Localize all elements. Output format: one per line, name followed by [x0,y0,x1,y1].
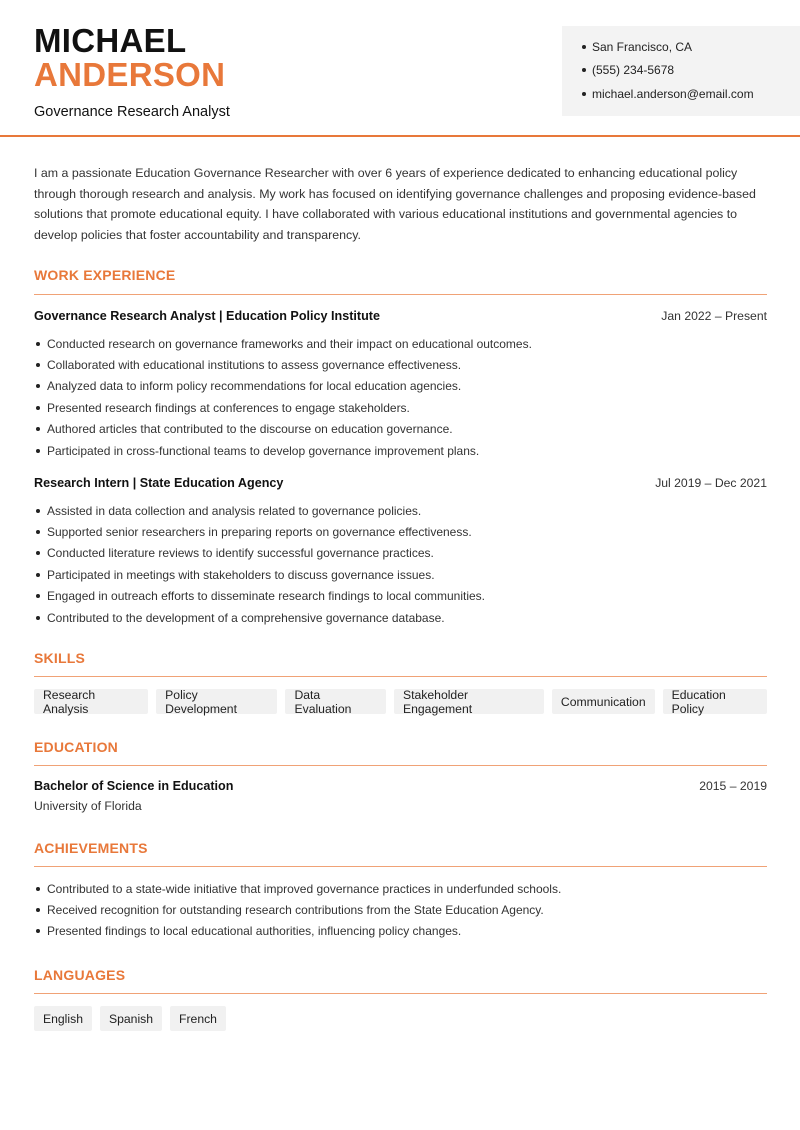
list-item [34,543,767,564]
job-title: Governance Research Analyst [34,104,230,120]
list-item [34,440,767,461]
list-item [34,397,767,418]
bullet-text: Presented research findings at conferences to engage stakeholders. [47,400,410,415]
bullet-text: Contributed to the development of a comprehensive governance database. [47,610,445,625]
job-date: Jan 2022 – Present [661,309,767,323]
section-title-skills: SKILLS [34,650,85,666]
section-divider [34,866,767,867]
section-divider [34,993,767,994]
job-bullets [34,500,767,628]
last-name: ANDERSON [34,56,226,93]
section-divider [34,294,767,295]
bullet-icon [36,929,40,933]
contact-phone [582,59,800,83]
school: University of Florida [34,799,142,813]
bullet-icon [36,427,40,431]
list-item [34,607,767,628]
list-item [34,333,767,354]
language-tag: Spanish [100,1006,162,1031]
resume-header [0,0,800,137]
language-tag: English [34,1006,92,1031]
bullet-icon [582,92,586,96]
bullet-text: Conducted research on governance frameworks and their impact on educational outcomes. [47,336,532,351]
bullet-text: Contributed to a state-wide initiative that improved governance practices in underfunded schools. [47,881,562,896]
bullet-icon [36,616,40,620]
bullet-icon [36,530,40,534]
skills-tags [34,689,767,714]
contact-box [562,26,800,116]
skill-tag: Stakeholder Engagement [394,689,544,714]
contact-email [582,82,800,106]
section-title-languages: LANGUAGES [34,967,126,983]
list-item [34,899,767,920]
bullet-text: Authored articles that contributed to the discourse on education governance. [47,422,453,437]
list-item [34,564,767,585]
bullet-icon [36,509,40,513]
skills-heading-block [34,650,767,666]
education-heading-block [34,739,767,755]
list-item [34,586,767,607]
bullet-icon [36,406,40,410]
job-title-company: Research Intern | State Education Agency [34,476,284,490]
list-item [34,354,767,375]
section-title-achievements: ACHIEVEMENTS [34,840,148,856]
name-block [34,24,230,120]
email-text: michael.anderson@email.com [592,86,754,101]
section-title-education: EDUCATION [34,739,118,755]
bullet-text: Engaged in outreach efforts to disseminate research findings to local communities. [47,589,486,604]
bullet-text: Assisted in data collection and analysis related to governance policies. [47,503,422,518]
bullet-text: Participated in cross-functional teams to develop governance improvement plans. [47,443,480,458]
bullet-icon [582,45,586,49]
job-entry [34,309,767,323]
achievements-heading-block [34,840,767,856]
summary-text: I am a passionate Education Governance Researcher with over 6 years of experience dedicated to enhancing educational policy through thorough research and analysis. My work has focused on identifying governance challenges and proposing evidence-based solutions that promote educational equity. I have collaborated with various educational institutions and governmental agencies to develop policies that foster accountability and transparency. [34,166,756,242]
job-title-company: Governance Research Analyst | Education Policy Institute [34,309,380,323]
bullet-text: Supported senior researchers in preparing reports on governance effectiveness. [47,525,472,540]
bullet-text: Presented findings to local educational authorities, influencing policy changes. [47,924,462,939]
language-tags [34,1006,767,1031]
first-name: MICHAEL [34,22,187,59]
job-entry [34,476,767,490]
job-bullets [34,333,767,461]
section-title-work: WORK EXPERIENCE [34,267,176,283]
list-item [34,521,767,542]
section-divider [34,676,767,677]
contact-location [582,35,800,59]
bullet-icon [36,594,40,598]
achievements-list [34,878,767,942]
bullet-text: Received recognition for outstanding research contributions from the State Education Agency. [47,903,544,918]
list-item [34,878,767,899]
bullet-icon [36,887,40,891]
skill-tag: Education Policy [663,689,767,714]
skill-tag: Communication [552,689,655,714]
bullet-icon [582,68,586,72]
bullet-icon [36,908,40,912]
job-date: Jul 2019 – Dec 2021 [655,476,767,490]
bullet-text: Collaborated with educational institutions to assess governance effectiveness. [47,358,462,373]
education-header [34,779,767,793]
job-header [34,476,767,490]
bullet-text: Analyzed data to inform policy recommendations for local education agencies. [47,379,462,394]
education-date: 2015 – 2019 [699,779,767,793]
skill-tag: Data Evaluation [285,689,386,714]
location-text: San Francisco, CA [592,39,693,54]
languages-heading-block [34,967,767,983]
language-tag: French [170,1006,226,1031]
section-divider [34,765,767,766]
list-item [34,419,767,440]
bullet-icon [36,449,40,453]
list-item [34,500,767,521]
bullet-icon [36,573,40,577]
list-item [34,921,767,942]
bullet-text: Participated in meetings with stakeholders to discuss governance issues. [47,567,435,582]
work-experience-heading-block [34,267,767,283]
job-header [34,309,767,323]
bullet-text: Conducted literature reviews to identify successful governance practices. [47,546,434,561]
summary-section [34,163,767,245]
degree: Bachelor of Science in Education [34,779,234,793]
skill-tag: Policy Development [156,689,277,714]
education-entry [34,779,767,813]
bullet-icon [36,551,40,555]
bullet-icon [36,384,40,388]
bullet-icon [36,363,40,367]
skill-tag: Research Analysis [34,689,148,714]
list-item [34,376,767,397]
phone-text: (555) 234-5678 [592,63,675,78]
bullet-icon [36,342,40,346]
